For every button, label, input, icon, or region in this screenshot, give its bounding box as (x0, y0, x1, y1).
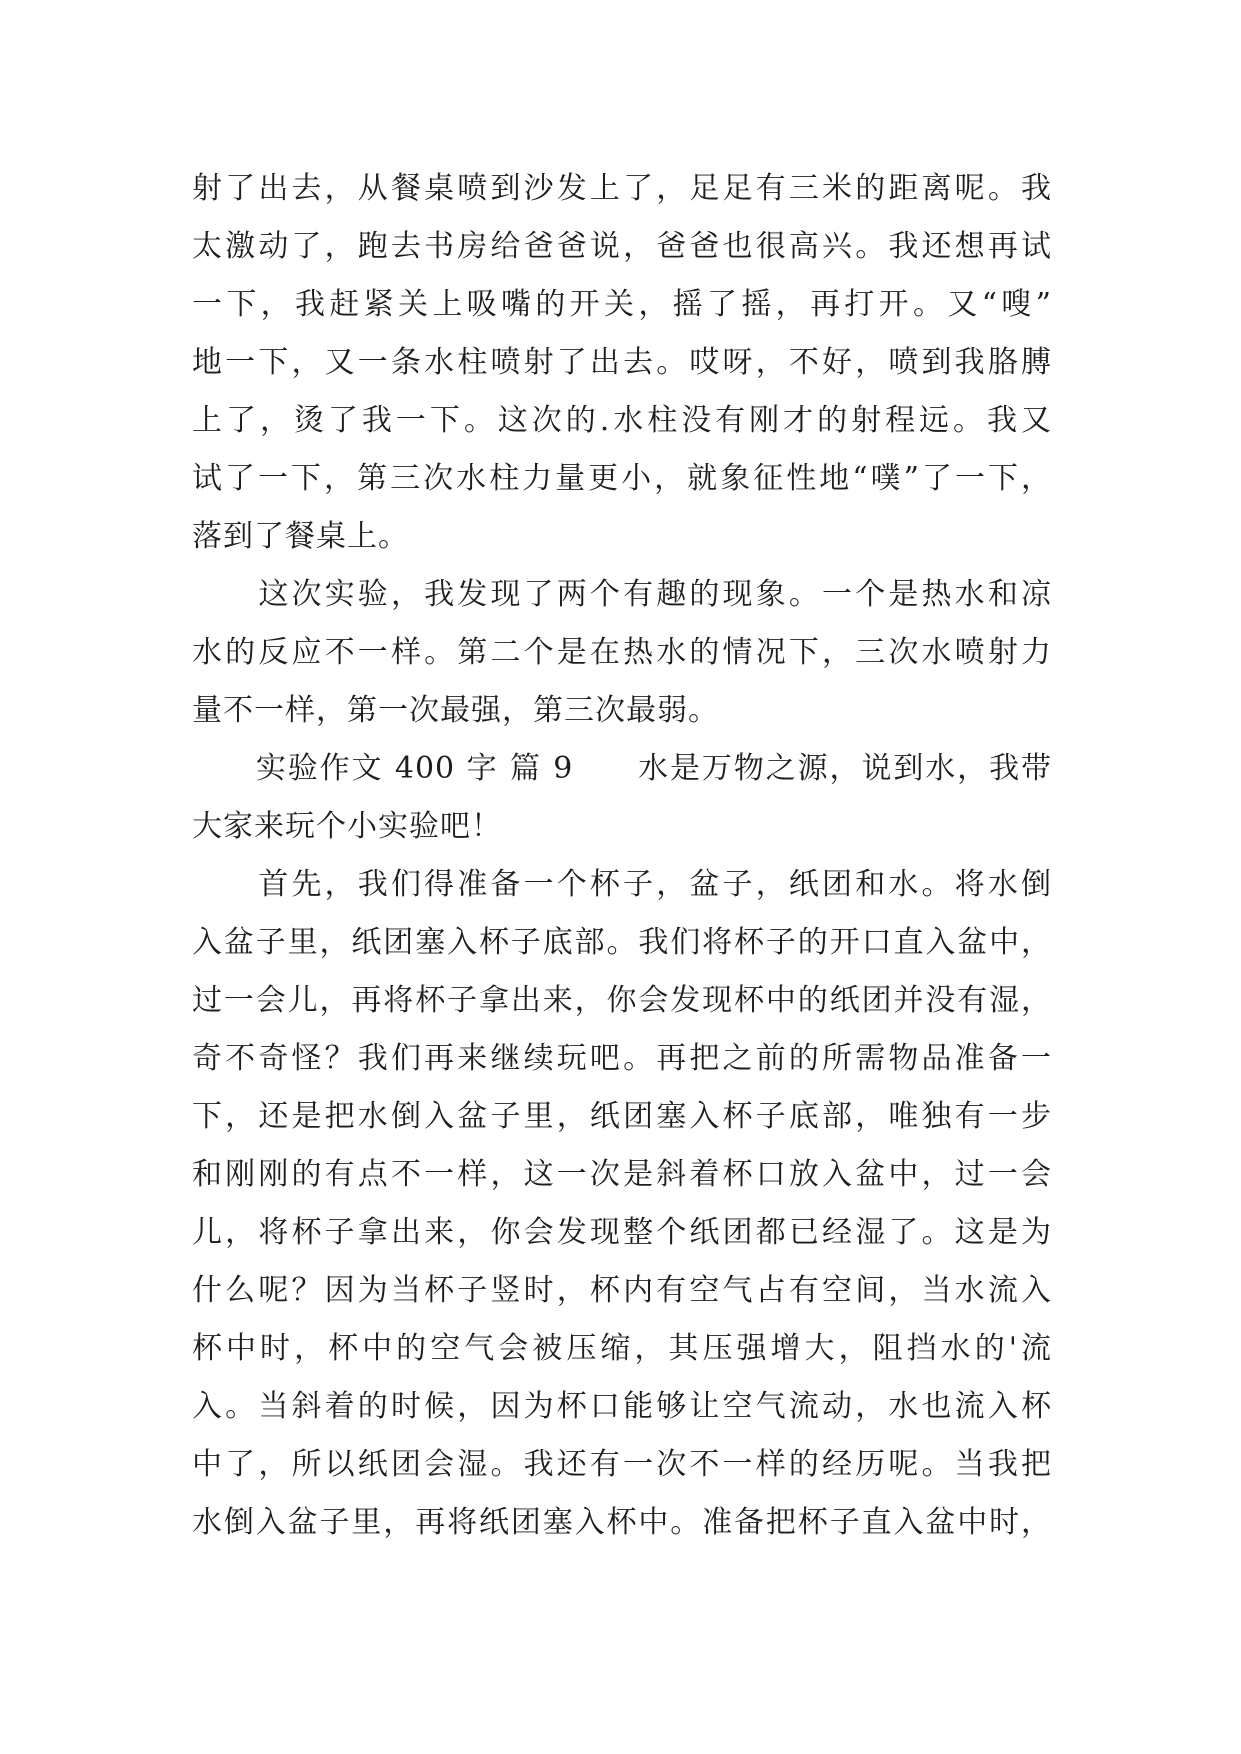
text-line: 这次实验，我发现了两个有趣的现象。一个是热水和凉 (192, 577, 1052, 612)
text-line: 量不一样，第一次最强，第三次最弱。 (192, 693, 719, 728)
text-line: 地一下，又一条水柱喷射了出去。哎呀，不好，喷到我胳膊 (192, 345, 1052, 380)
text-line: 首先，我们得准备一个杯子，盆子，纸团和水。将水倒 (192, 867, 1052, 902)
text-line: 试了一下，第三次水柱力量更小，就象征性地“噗”了一下， (192, 461, 1052, 496)
text-line: 落到了餐桌上。 (192, 519, 409, 554)
text-line: 入盆子里，纸团塞入杯子底部。我们将杯子的开口直入盆中， (192, 925, 1052, 960)
text-line: 太激动了，跑去书房给爸爸说，爸爸也很高兴。我还想再试 (192, 229, 1052, 264)
document-body (192, 160, 1052, 1552)
text-line: 下，还是把水倒入盆子里，纸团塞入杯子底部，唯独有一步 (192, 1099, 1052, 1134)
text-line: 上了，烫了我一下。这次的.水柱没有刚才的射程远。我又 (192, 403, 1052, 438)
text-line: 入。当斜着的时候，因为杯口能够让空气流动，水也流入杯 (192, 1389, 1052, 1424)
text-line: 杯中时，杯中的空气会被压缩，其压强增大，阻挡水的'流 (192, 1331, 1052, 1366)
text-line: 什么呢？因为当杯子竖时，杯内有空气占有空间，当水流入 (192, 1273, 1052, 1308)
text-line: 射了出去，从餐桌喷到沙发上了，足足有三米的距离呢。我 (192, 171, 1052, 206)
text-line: 实验作文 400 字 篇 9 水是万物之源，说到水，我带 (192, 751, 1052, 786)
text-line: 一下，我赶紧关上吸嘴的开关，摇了摇，再打开。又“嗖” (192, 287, 1052, 322)
text-line: 水倒入盆子里，再将纸团塞入杯中。准备把杯子直入盆中时， (192, 1505, 1052, 1540)
text-line: 和刚刚的有点不一样，这一次是斜着杯口放入盆中，过一会 (192, 1157, 1052, 1192)
text-line: 大家来玩个小实验吧！ (192, 809, 502, 844)
text-line: 过一会儿，再将杯子拿出来，你会发现杯中的纸团并没有湿， (192, 983, 1052, 1018)
text-line: 奇不奇怪？我们再来继续玩吧。再把之前的所需物品准备一 (192, 1041, 1052, 1076)
text-line: 儿，将杯子拿出来，你会发现整个纸团都已经湿了。这是为 (192, 1215, 1052, 1250)
text-line: 水的反应不一样。第二个是在热水的情况下，三次水喷射力 (192, 635, 1052, 670)
text-line: 中了，所以纸团会湿。我还有一次不一样的经历呢。当我把 (192, 1447, 1052, 1482)
